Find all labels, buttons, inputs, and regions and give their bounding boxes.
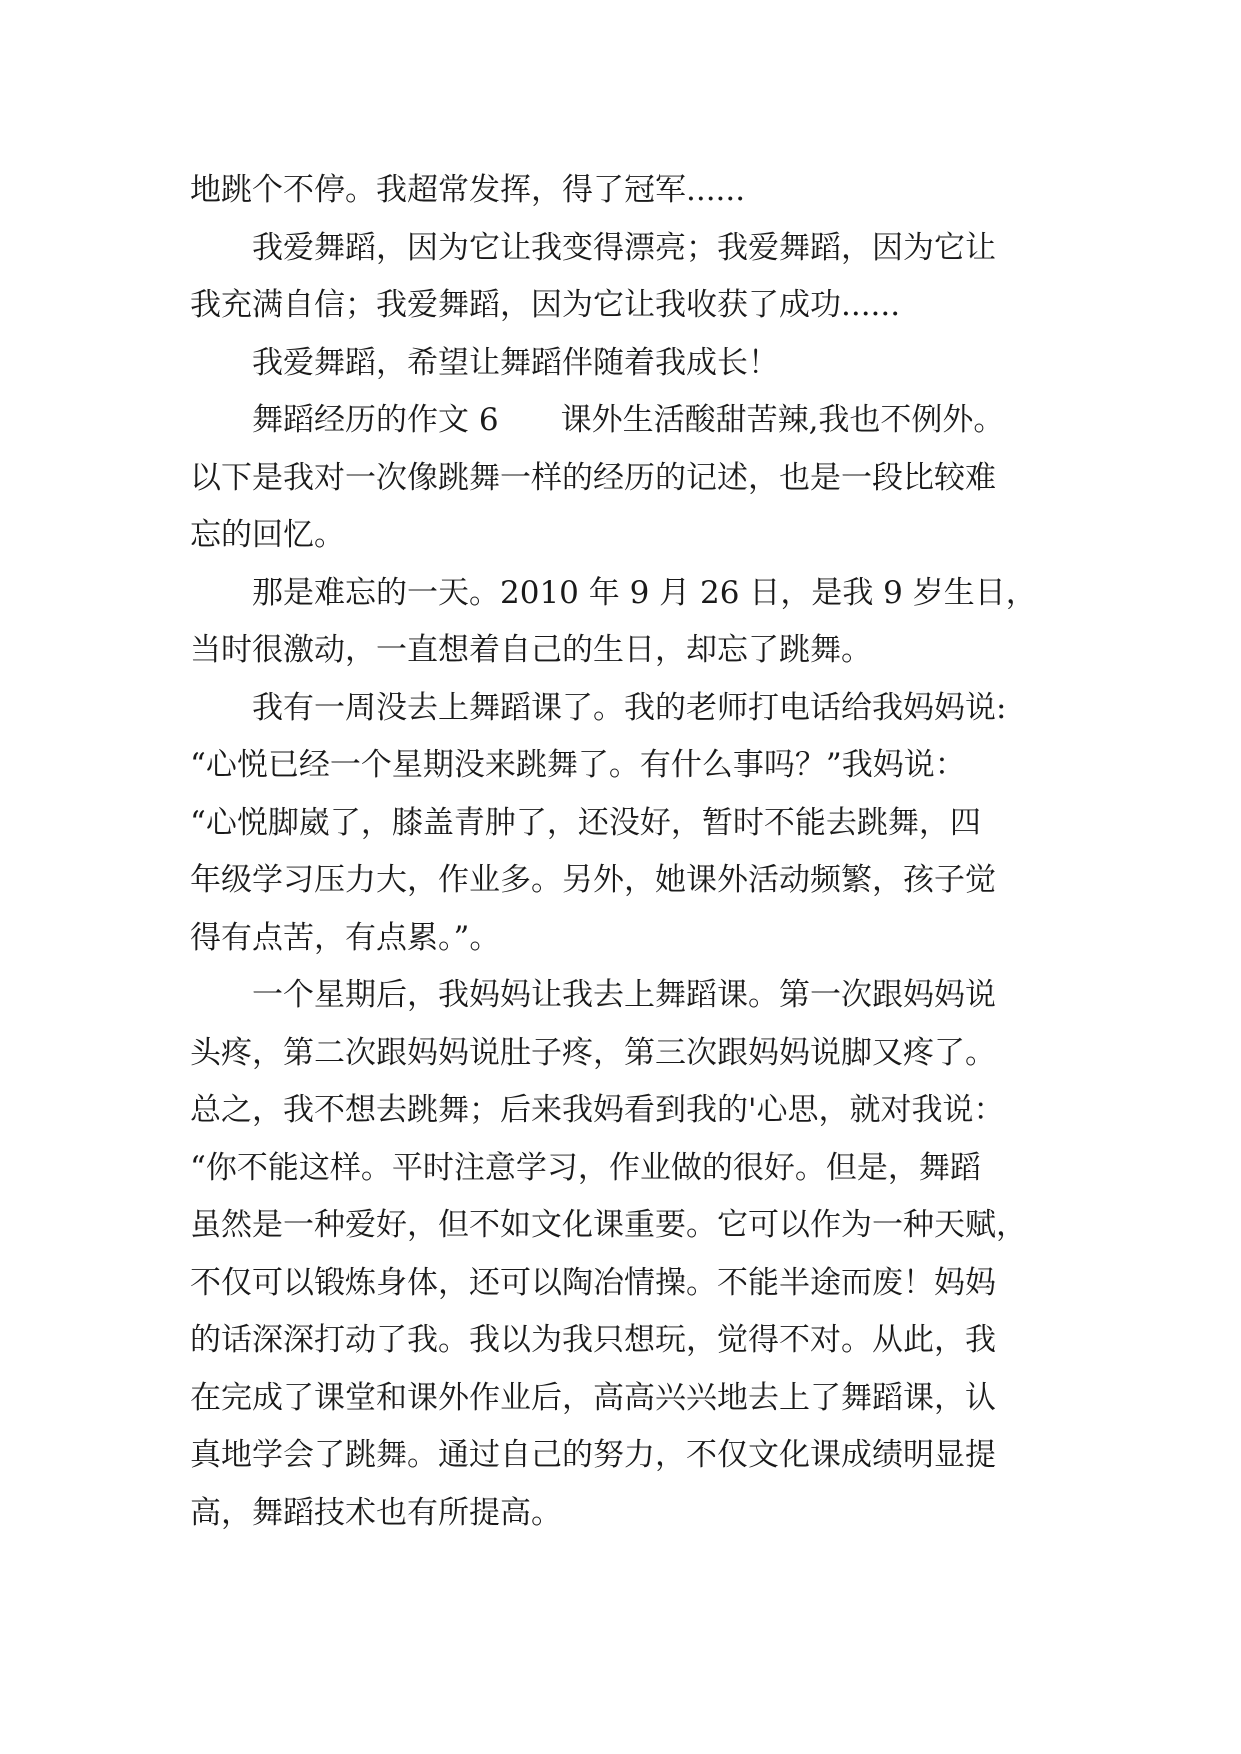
text-line: 那是难忘的一天。2010 年 9 月 26 日，是我 9 岁生日， bbox=[190, 574, 1037, 611]
text-line: 我有一周没去上舞蹈课了。我的老师打电话给我妈妈说: bbox=[190, 689, 1007, 726]
text-line: “你不能这样。平时注意学习，作业做的很好。但是，舞蹈 bbox=[190, 1149, 981, 1186]
text-line: 真地学会了跳舞。通过自己的努力，不仅文化课成绩明显提 bbox=[190, 1437, 996, 1473]
text-line: 得有点苦，有点累。”。 bbox=[190, 919, 501, 956]
text-line: 的话深深打动了我。我以为我只想玩，觉得不对。从此，我 bbox=[190, 1322, 996, 1358]
text-line: 虽然是一种爱好，但不如文化课重要。它可以作为一种天赋， bbox=[190, 1207, 1027, 1243]
text-line: 地跳个不停。我超常发挥，得了冠军...... bbox=[190, 172, 746, 208]
text-line: 以下是我对一次像跳舞一样的经历的记述，也是一段比较难 bbox=[190, 459, 996, 496]
text-line: 我爱舞蹈，希望让舞蹈伴随着我成长！ bbox=[190, 344, 779, 381]
text-line: 在完成了课堂和课外作业后，高高兴兴地去上了舞蹈课，认 bbox=[190, 1379, 996, 1416]
text-line: 高，舞蹈技术也有所提高。 bbox=[190, 1494, 562, 1531]
document-body bbox=[190, 162, 1090, 1542]
section-heading-line: 舞蹈经历的作文 6 课外生活酸甜苦辣,我也不例外。 bbox=[190, 402, 1005, 438]
text-line: 不仅可以锻炼身体，还可以陶冶情操。不能半途而废！妈妈 bbox=[190, 1264, 996, 1301]
text-line: “心悦已经一个星期没来跳舞了。有什么事吗？”我妈说： bbox=[190, 747, 966, 783]
text-line: 总之，我不想去跳舞；后来我妈看到我的'心思，就对我说： bbox=[190, 1092, 1005, 1128]
text-line: 我爱舞蹈，因为它让我变得漂亮；我爱舞蹈，因为它让 bbox=[190, 229, 996, 266]
text-line: 年级学习压力大，作业多。另外，她课外活动频繁，孩子觉 bbox=[190, 862, 996, 898]
text-line: 头疼，第二次跟妈妈说肚子疼，第三次跟妈妈说脚又疼了。 bbox=[190, 1034, 996, 1071]
text-line: 我充满自信；我爱舞蹈，因为它让我收获了成功...... bbox=[190, 287, 901, 323]
text-line: 当时很激动，一直想着自己的生日，却忘了跳舞。 bbox=[190, 632, 872, 668]
text-line: “心悦脚崴了，膝盖青肿了，还没好，暂时不能去跳舞，四 bbox=[190, 804, 981, 841]
text-line: 忘的回忆。 bbox=[190, 517, 345, 553]
text-line: 一个星期后，我妈妈让我去上舞蹈课。第一次跟妈妈说 bbox=[190, 977, 996, 1013]
